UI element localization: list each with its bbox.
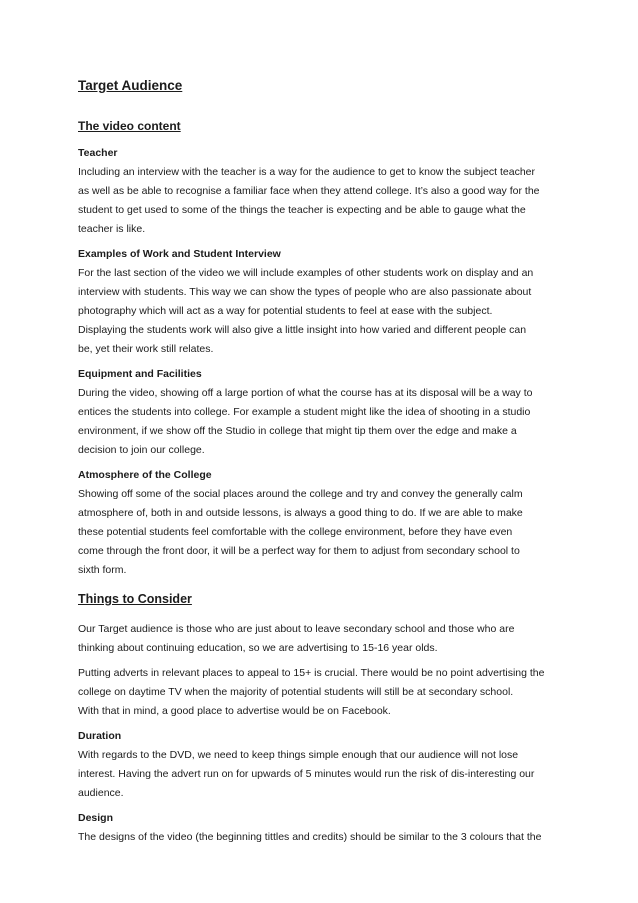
section-design: [78, 809, 568, 847]
document-title: Target Audience: [78, 78, 183, 93]
section-equipment: [78, 365, 568, 460]
section-text: With regards to the DVD, we need to keep things simple enough that our audience will not lose interest. Having the advert run on for upwards of 5 minutes would run the risk of dis-interesting our audience.: [78, 749, 535, 799]
document-content: [78, 76, 568, 853]
section-title-video-content: The video content: [78, 119, 181, 133]
section-heading: Equipment and Facilities: [78, 368, 202, 380]
section-duration: [78, 727, 568, 803]
section-text: The designs of the video (the beginning tittles and credits) should be similar to the 3 colours that the: [78, 831, 542, 843]
section-examples: [78, 245, 568, 359]
section-heading: Teacher: [78, 147, 118, 159]
section-atmosphere: [78, 466, 568, 580]
section-text: Showing off some of the social places around the college and try and convey the generally calm atmosphere of, both in and outside lessons, is always a good thing to do. If we are able to make these potential students feel comfortable with the college environment, before they have even come through the front door, it will be a perfect way for them to adjust from secondary school to sixth form.: [78, 488, 523, 576]
section-text: For the last section of the video we will include examples of other students work on display and an interview with students. This way we can show the types of people who are also passionate about photography which will act as a way for potential students to feel at ease with the subject. Displaying the students work will also give a little insight into how varied and different people can be, yet their work still relates.: [78, 267, 534, 355]
section-heading: Design: [78, 812, 114, 824]
section-text: During the video, showing off a large portion of what the course has at its disposal will be a way to entices the students into college. For example a student might like the idea of shooting in a studio environment, if we show off the Studio in college that might tip them over the edge and make a decision to join our college.: [78, 387, 533, 456]
things-paragraph: Putting adverts in relevant places to appeal to 15+ is crucial. There would be no point advertising the college on daytime TV when the majority of potential students will still be at secondary school. With that in mind, a good place to advertise would be on Facebook.: [78, 667, 545, 717]
section-heading: Duration: [78, 730, 122, 742]
section-heading: Examples of Work and Student Interview: [78, 248, 281, 260]
section-heading: Atmosphere of the College: [78, 469, 212, 481]
section-text: Including an interview with the teacher is a way for the audience to get to know the subject teacher as well as be able to recognise a familiar face when they attend college. It’s also a good way for the student to get used to some of the things the teacher is expecting and be able to gauge what the teacher is like.: [78, 166, 540, 235]
section-title-things-to-consider: Things to Consider: [78, 592, 192, 606]
section-teacher: [78, 144, 568, 239]
things-paragraph: Our Target audience is those who are just about to leave secondary school and those who are thinking about continuing education, so we are advertising to 15-16 year olds.: [78, 623, 515, 654]
